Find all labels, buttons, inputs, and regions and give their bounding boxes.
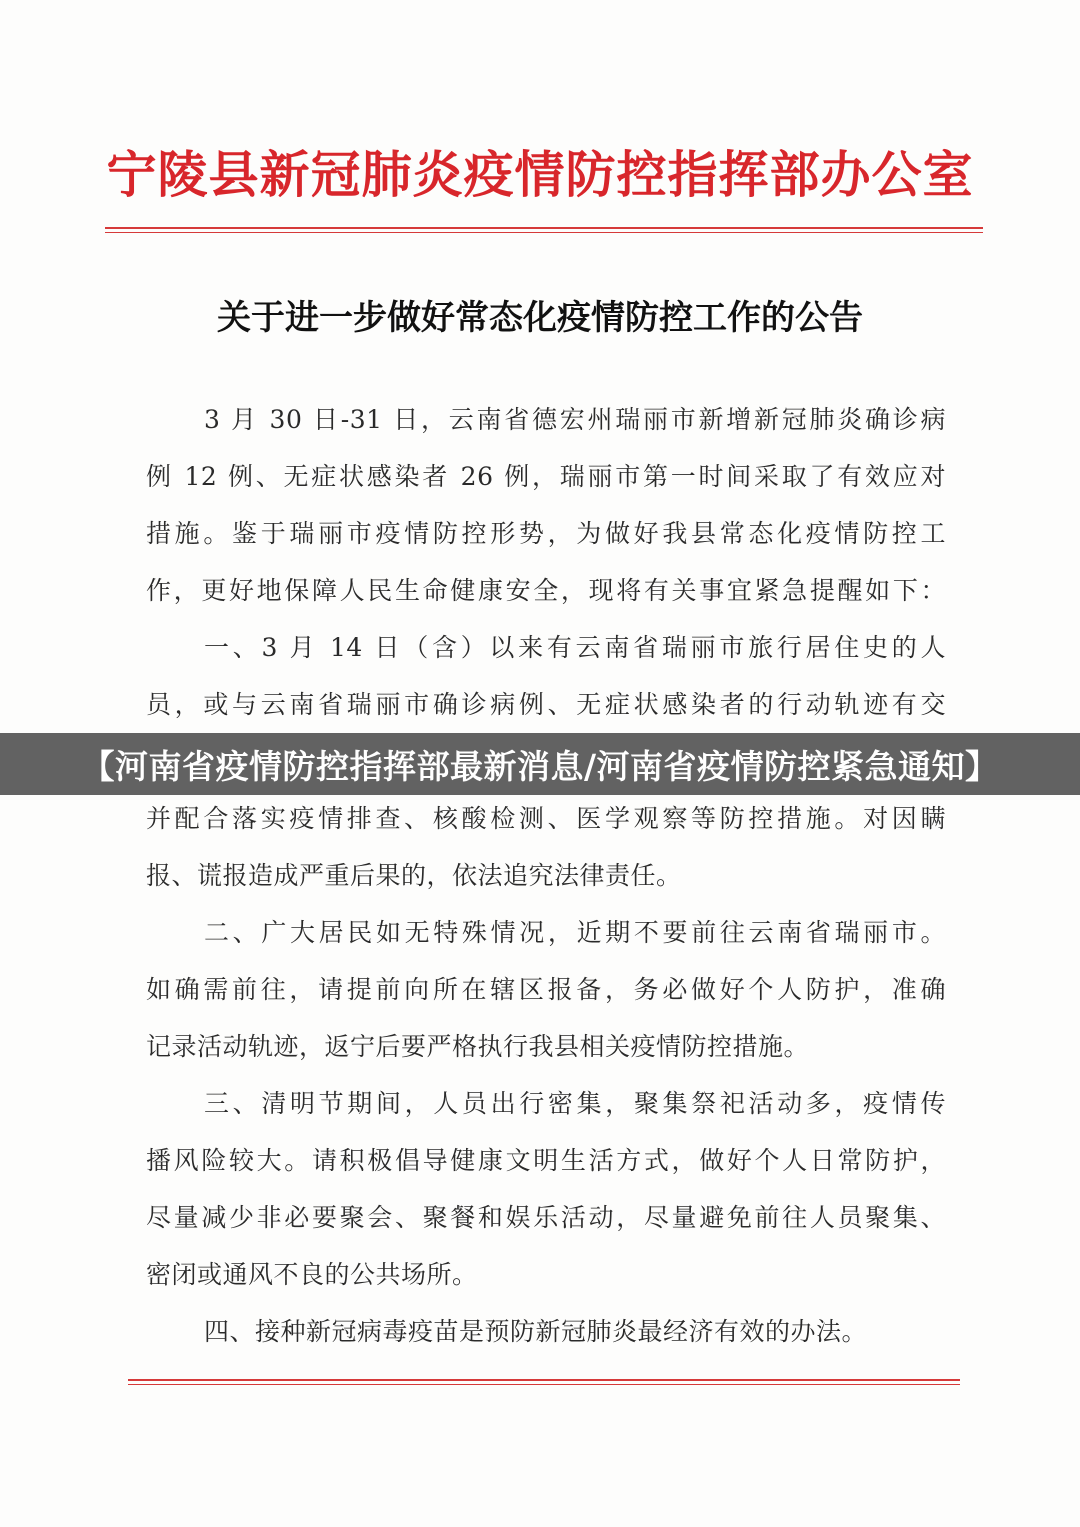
paragraph-2-line-4: 报、谎报造成严重后果的，依法追究法律责任。 [146, 861, 682, 890]
header-red-rule [105, 227, 983, 229]
paragraph-4-line-2: 播风险较大。请积极倡导健康文明生活方式，做好个人日常防护， [146, 1146, 946, 1175]
paragraph-4-line-3: 尽量减少非必要聚会、聚餐和娱乐活动，尽量避免前往人员聚集、 [146, 1203, 946, 1232]
notice-title: 关于进一步做好常态化疫情防控工作的公告 [217, 298, 863, 338]
paragraph-4-line-1: 三、清明节期间，人员出行密集，聚集祭祀活动多，疫情传 [204, 1089, 946, 1118]
footer-red-rule [128, 1379, 960, 1381]
paragraph-3-line-2: 如确需前往，请提前向所在辖区报备，务必做好个人防护，准确 [146, 975, 946, 1004]
paragraph-1-line-2: 例 12 例、无症状感染者 26 例，瑞丽市第一时间采取了有效应对 [146, 462, 946, 491]
paragraph-2-line-1: 一、3 月 14 日（含）以来有云南省瑞丽市旅行居住史的人 [204, 633, 946, 662]
paragraph-3-line-1: 二、广大居民如无特殊情况，近期不要前往云南省瑞丽市。 [204, 918, 946, 947]
paragraph-2-line-3: 并配合落实疫情排查、核酸检测、医学观察等防控措施。对因瞒 [146, 804, 946, 833]
headline-overlay-banner [0, 733, 1080, 795]
paragraph-1-line-1: 3 月 30 日-31 日，云南省德宏州瑞丽市新增新冠肺炎确诊病 [204, 405, 946, 434]
footer-red-rule-thin [128, 1384, 960, 1385]
paragraph-1-line-3: 措施。鉴于瑞丽市疫情防控形势，为做好我县常态化疫情防控工 [146, 519, 946, 548]
header-red-rule-thin [105, 232, 983, 233]
paragraph-1-line-4: 作，更好地保障人民生命健康安全，现将有关事宜紧急提醒如下： [146, 576, 946, 605]
paragraph-5-line-1: 四、接种新冠病毒疫苗是预防新冠肺炎最经济有效的办法。 [204, 1317, 868, 1346]
paragraph-3-line-3: 记录活动轨迹，返宁后要严格执行我县相关疫情防控措施。 [146, 1032, 810, 1061]
headline-overlay-text: 【河南省疫情防控指挥部最新消息/河南省疫情防控紧急通知】 [81, 746, 999, 786]
issuing-office-header: 宁陵县新冠肺炎疫情防控指挥部办公室 [106, 145, 974, 204]
paragraph-4-line-4: 密闭或通风不良的公共场所。 [146, 1260, 478, 1289]
paragraph-2-line-2: 员，或与云南省瑞丽市确诊病例、无症状感染者的行动轨迹有交 [146, 690, 946, 719]
